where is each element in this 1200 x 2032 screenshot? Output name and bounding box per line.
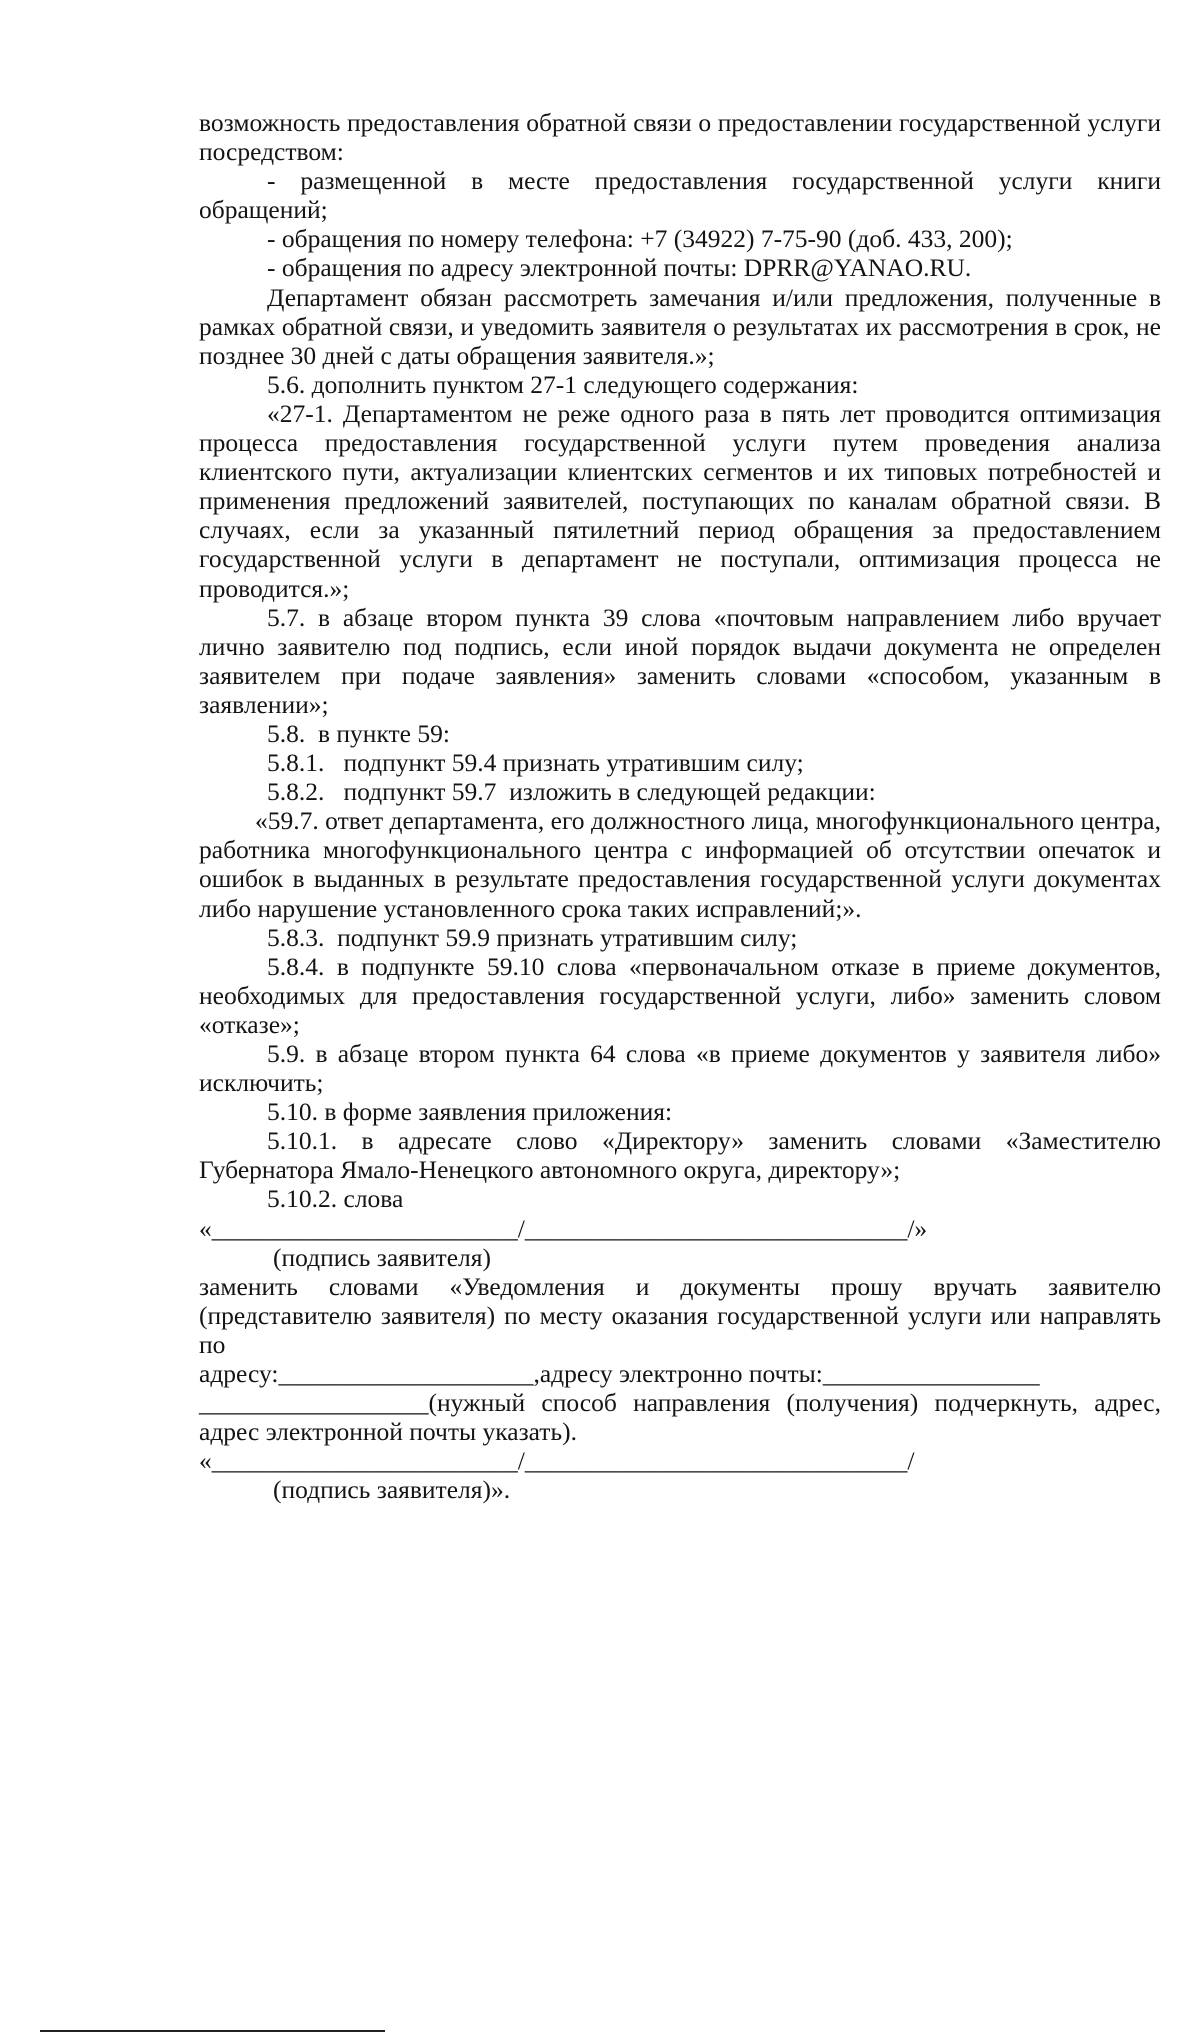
paragraph: - обращения по адресу электронной почты: DPRR@YANAO.RU. [267,253,972,283]
signature-caption: (подпись заявителя) [273,1242,491,1272]
footnote-divider [40,2030,385,2032]
paragraph: 5.6. дополнить пунктом 27-1 следующего содержания: [267,369,859,399]
paragraph: 5.9. в абзаце втором пункта 64 слова «в приеме документов у заявителя либо» исключить; [199,1039,1161,1098]
paragraph: 5.8.2. подпункт 59.7 изложить в следующей редакции: [267,777,876,807]
paragraph: 5.10. в форме заявления приложения: [267,1097,673,1127]
paragraph: Департамент обязан рассмотреть замечания и/или предложения, полученные в рамках обратной связи, и уведомить заявителя о результатах их рассмотрения в срок, не позднее 30 дней с даты обращения заявителя.»; [199,282,1161,370]
paragraph: 5.8.1. подпункт 59.4 признать утратившим силу; [267,748,804,778]
paragraph: «59.7. ответ департамента, его должностного лица, многофункционального центра, работника многофункционального центра с информацией об отсутствии опечаток и ошибок в выданных в результате предоставления государственной услуги документах либо нарушение установленного срока таких исправлений;». [199,806,1161,923]
paragraph: - размещенной в месте предоставления государственной услуги книги обращений; [199,166,1161,225]
signature-caption: (подпись заявителя)». [273,1475,511,1505]
delivery-method-line: __________________(нужный способ направления (получения) подчеркнуть, адрес, адрес электронной почты указать). [199,1388,1161,1447]
address-line: адресу:____________________,адресу электронно почты:_________________ [199,1359,1040,1389]
replacement-text: заменить словами «Уведомления и документы прошу вручать заявителю (представителю заявителя) по месту оказания государственной услуги или направлять по [199,1271,1161,1359]
paragraph: 5.8.4. в подпункте 59.10 слова «первоначальном отказе в приеме документов, необходимых для предоставления государственной услуги, либо» заменить словом «отказе»; [199,951,1161,1039]
paragraph: 5.8. в пункте 59: [267,718,450,748]
paragraph: «27-1. Департаментом не реже одного раза в пять лет проводится оптимизация процесса предоставления государственной услуги путем проведения анализа клиентского пути, актуализации клиентских сегментов и их типовых потребностей и применения предложений заявителей, поступающих по каналам обратной связи. В случаях, если за указанный пятилетний период обращения за предоставлением государственной услуги в департамент не поступали, оптимизация процесса не проводится.»; [199,398,1161,603]
document-body [199,108,1161,1505]
paragraph: 5.10.1. в адресате слово «Директору» заменить словами «Заместителю Губернатора Ямало-Ненецкого автономного округа, директору»; [199,1126,1161,1185]
signature-line: «________________________/______________________________/ [199,1446,915,1476]
paragraph: - обращения по номеру телефона: +7 (34922) 7-75-90 (доб. 433, 200); [267,224,1013,254]
paragraph: 5.7. в абзаце втором пункта 39 слова «почтовым направлением либо вручает лично заявителю под подпись, если иной порядок выдачи документа не определен заявителем при подаче заявления» заменить словами «способом, указанным в заявлении»; [199,602,1161,719]
paragraph: 5.10.2. слова [267,1184,404,1214]
signature-line: «________________________/______________________________/» [199,1213,928,1243]
paragraph: 5.8.3. подпункт 59.9 признать утратившим силу; [267,922,798,952]
paragraph: возможность предоставления обратной связи о предоставлении государственной услуги посредством: [199,108,1161,167]
